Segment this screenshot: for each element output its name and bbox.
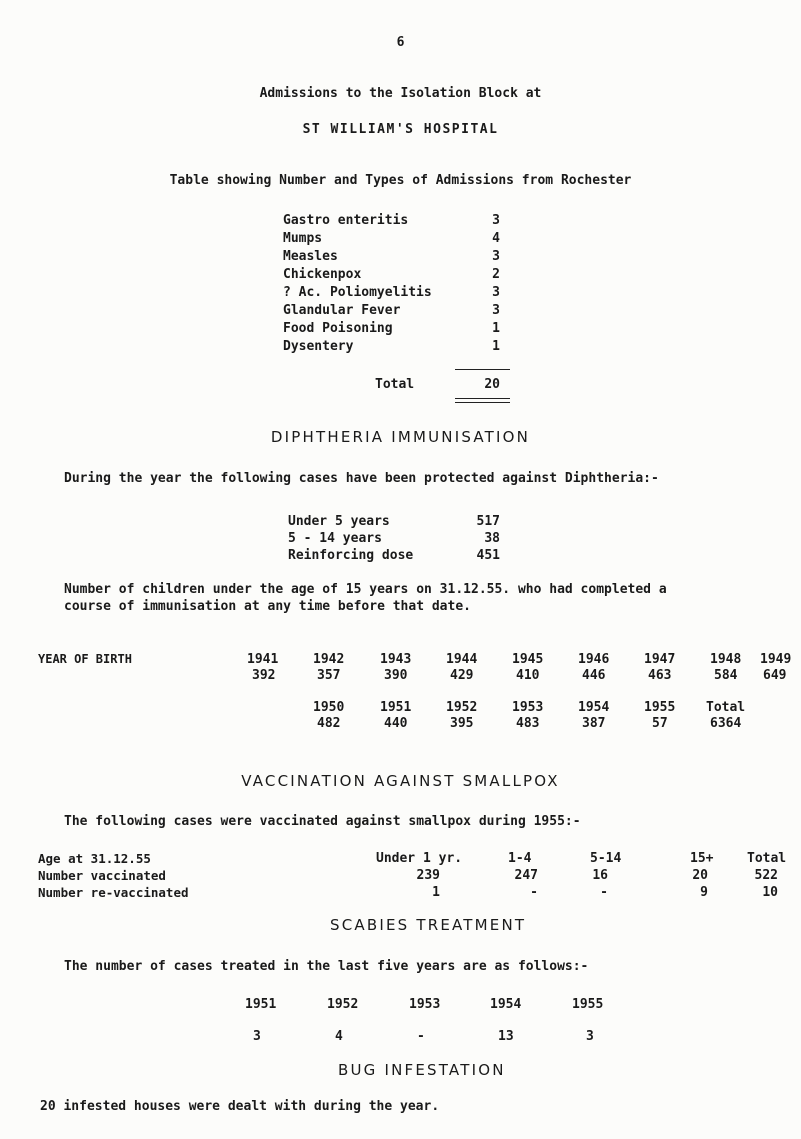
diphtheria-row-label: Reinforcing dose xyxy=(288,548,414,563)
admission-label: Food Poisoning xyxy=(283,321,393,336)
birth-count: 392 xyxy=(252,668,276,683)
admission-label: Mumps xyxy=(283,231,323,246)
bug-heading: BUG INFESTATION xyxy=(338,1061,506,1079)
smallpox-cell: 16 xyxy=(592,868,608,883)
scabies-count: - xyxy=(417,1029,425,1044)
birth-count: 482 xyxy=(317,716,341,731)
total-double-rule-top xyxy=(455,398,510,399)
admission-count: 3 xyxy=(492,285,500,300)
admission-count: 3 xyxy=(492,249,500,264)
page-title: Admissions to the Isolation Block at xyxy=(259,86,542,101)
admission-count: 1 xyxy=(492,321,500,336)
admission-label: Chickenpox xyxy=(283,267,362,282)
scabies-heading: SCABIES TREATMENT xyxy=(330,916,527,934)
total-rule xyxy=(455,369,510,370)
total-double-rule-bottom xyxy=(455,402,510,403)
birth-year: 1951 xyxy=(380,700,412,715)
birth-year: 1954 xyxy=(578,700,610,715)
admission-label: Dysentery xyxy=(283,339,354,354)
smallpox-row-label: Number re-vaccinated xyxy=(38,885,189,900)
birth-count: 387 xyxy=(582,716,606,731)
scabies-intro: The number of cases treated in the last five years are as follows:- xyxy=(64,959,589,974)
smallpox-cell: 20 xyxy=(692,868,708,883)
smallpox-col-15plus: 15+ xyxy=(690,851,714,866)
birth-total: 6364 xyxy=(710,716,742,731)
birth-count: 584 xyxy=(714,668,738,683)
diphtheria-row-count: 38 xyxy=(484,531,500,546)
birth-year: 1944 xyxy=(446,652,478,667)
smallpox-cell: 522 xyxy=(754,868,778,883)
diphtheria-paragraph-line2: course of immunisation at any time before that date. xyxy=(64,599,471,614)
year-of-birth-label: YEAR OF BIRTH xyxy=(38,652,132,666)
smallpox-heading: VACCINATION AGAINST SMALLPOX xyxy=(241,772,560,790)
smallpox-cell: 239 xyxy=(416,868,440,883)
birth-count: 390 xyxy=(384,668,408,683)
birth-year: 1955 xyxy=(644,700,676,715)
diphtheria-row-count: 451 xyxy=(476,548,500,563)
smallpox-row-label: Number vaccinated xyxy=(38,868,166,883)
admission-count: 3 xyxy=(492,213,500,228)
smallpox-col-1-4: 1-4 xyxy=(508,851,532,866)
scabies-year: 1955 xyxy=(572,997,604,1012)
admissions-total-label: Total xyxy=(375,377,415,392)
admission-count: 1 xyxy=(492,339,500,354)
birth-count: 446 xyxy=(582,668,606,683)
diphtheria-paragraph-line1: Number of children under the age of 15 years on 31.12.55. who had completed a xyxy=(64,582,667,597)
admission-label: Glandular Fever xyxy=(283,303,401,318)
birth-year: 1947 xyxy=(644,652,676,667)
smallpox-age-header: Age at 31.12.55 xyxy=(38,851,151,866)
scabies-year: 1951 xyxy=(245,997,277,1012)
birth-count: 440 xyxy=(384,716,408,731)
smallpox-cell: 1 xyxy=(432,885,440,900)
bug-text: 20 infested houses were dealt with during the year. xyxy=(40,1099,440,1114)
birth-count: 649 xyxy=(763,668,787,683)
birth-count: 357 xyxy=(317,668,341,683)
admission-label: ? Ac. Poliomyelitis xyxy=(283,285,432,300)
birth-total-label: Total xyxy=(706,700,746,715)
diphtheria-intro: During the year the following cases have been protected against Diphtheria:- xyxy=(64,471,659,486)
admission-count: 2 xyxy=(492,267,500,282)
admission-count: 4 xyxy=(492,231,500,246)
birth-year: 1943 xyxy=(380,652,412,667)
admission-label: Measles xyxy=(283,249,338,264)
smallpox-cell: - xyxy=(600,885,608,900)
birth-count: 395 xyxy=(450,716,474,731)
smallpox-cell: 247 xyxy=(514,868,538,883)
birth-year: 1945 xyxy=(512,652,544,667)
birth-year: 1952 xyxy=(446,700,478,715)
smallpox-cell: 9 xyxy=(700,885,708,900)
diphtheria-heading: DIPHTHERIA IMMUNISATION xyxy=(270,428,531,446)
diphtheria-row-label: Under 5 years xyxy=(288,514,390,529)
smallpox-cell: - xyxy=(530,885,538,900)
hospital-name: ST WILLIAM'S HOSPITAL xyxy=(302,122,499,137)
smallpox-col-under1: Under 1 yr. xyxy=(376,851,463,866)
scabies-count: 13 xyxy=(498,1029,514,1044)
birth-count: 57 xyxy=(652,716,668,731)
scabies-year: 1953 xyxy=(409,997,441,1012)
scabies-year: 1952 xyxy=(327,997,359,1012)
birth-year: 1946 xyxy=(578,652,610,667)
scabies-count: 3 xyxy=(586,1029,594,1044)
table-subtitle: Table showing Number and Types of Admissions from Rochester xyxy=(169,173,632,188)
birth-year: 1948 xyxy=(710,652,742,667)
birth-year: 1950 xyxy=(313,700,345,715)
page-number: 6 xyxy=(396,35,405,50)
birth-year: 1949 xyxy=(760,652,792,667)
diphtheria-row-count: 517 xyxy=(476,514,500,529)
birth-count: 410 xyxy=(516,668,540,683)
birth-year: 1941 xyxy=(247,652,279,667)
smallpox-col-5-14: 5-14 xyxy=(590,851,622,866)
scabies-year: 1954 xyxy=(490,997,522,1012)
birth-year: 1953 xyxy=(512,700,544,715)
admission-label: Gastro enteritis xyxy=(283,213,409,228)
diphtheria-row-label: 5 - 14 years xyxy=(288,531,382,546)
birth-count: 429 xyxy=(450,668,474,683)
scabies-count: 3 xyxy=(253,1029,261,1044)
admissions-total: 20 xyxy=(484,377,500,392)
admission-count: 3 xyxy=(492,303,500,318)
birth-year: 1942 xyxy=(313,652,345,667)
smallpox-col-total: Total xyxy=(747,851,787,866)
birth-count: 483 xyxy=(516,716,540,731)
birth-count: 463 xyxy=(648,668,672,683)
smallpox-cell: 10 xyxy=(762,885,778,900)
scabies-count: 4 xyxy=(335,1029,343,1044)
smallpox-intro: The following cases were vaccinated against smallpox during 1955:- xyxy=(64,814,581,829)
